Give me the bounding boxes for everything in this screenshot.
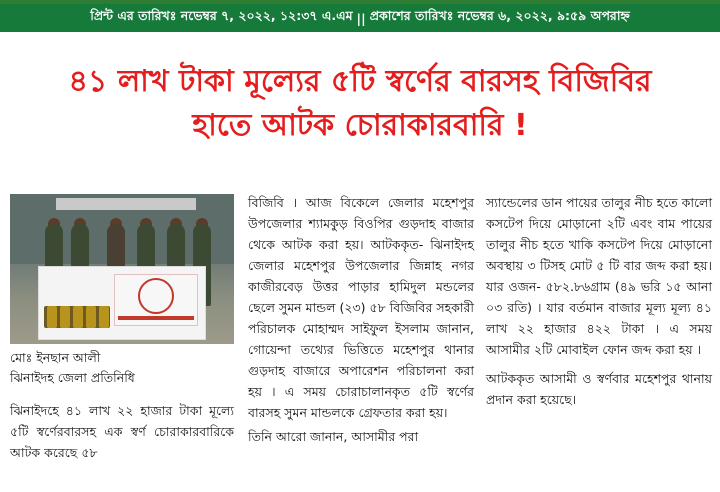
photo-seal-text	[118, 316, 194, 320]
headline-line-2: হাতে আটক চোরাকারবারি !	[192, 108, 528, 143]
article-column-2	[248, 192, 474, 450]
article-photo	[10, 194, 234, 344]
photo-banner	[56, 198, 196, 210]
gold-bar	[86, 306, 96, 328]
reporter-name: মোঃ ইনছান আলী	[10, 350, 101, 365]
date-separator: ||	[356, 10, 366, 26]
publish-date: প্রকাশের তারিখঃ নভেম্বর ৬, ২০২২, ৯:৫৯ অপরাহ্ন	[369, 8, 630, 23]
column-2-paragraph-2: তিনি আরো জানান, আসামীর পরা	[248, 429, 419, 444]
gold-bar	[99, 306, 109, 328]
column-3-paragraph-2: আটককৃত আসামী ও স্বর্ণবার মহেশপুর থানায় প্রদান করা হয়েছে।	[486, 371, 712, 407]
gold-bar	[47, 306, 57, 328]
column-2-paragraph-1: বিজিবি । আজ বিকেলে জেলার মহেশপুর উপজেলার শ্যামকুড় বিওপির গুড়দাহ বাজার থেকে আটক করা হয়। আটককৃত- ঝিনাইদহ জেলার মহেশপুর উপজেলার জিন্নাহ নগর কাজীরবেড় উত্তর পাড়ার হামিদুল মন্ডলের ছেলে সুমন মান্ডল (২৩) ৫৮ বিজিবির সহকারী পরিচালক মোহাম্মদ সাইফুল ইসলাম জানান, গোয়েন্দা তথ্যের ভিত্তিতে মহেশপুর থানার গুড়দাহ বাজারে অপারেশন পরিচালনা করা হয় । এ সময় চোরাচালানকৃত ৫টি স্বর্ণের বারসহ সুমন মান্ডলকে গ্রেফতার করা হয়।	[248, 195, 474, 420]
photo-seal-emblem	[138, 278, 174, 314]
headline-line-1: ৪১ লাখ টাকা মূল্যের ৫টি স্বর্ণের বারসহ বিজিবির	[68, 64, 652, 99]
print-date: প্রিন্ট এর তারিখঃ নভেম্বর ৭, ২০২২, ১২:৩৭ এ.এম	[90, 8, 353, 23]
print-date-bar	[0, 4, 720, 32]
column-3-paragraph-1: স্যান্ডেলের ডান পায়ের তালুর নীচ হতে কালো কসটেপ দিয়ে মোড়ানো ২টি এবং বাম পায়ের তালুর নীচ হতে খাকি কসটেপ দিয়ে মোড়ানো অবস্থায় ৩ টিসহ মোট ৫ টি বার জব্দ করা হয়। যার ওজন- ৫৮২.৮৬গ্রাম (৪৯ ভরি ১৫ আনা ০৩ রতি) । যার বর্তমান বাজার মূল্য মূল্য ৪১ লাখ ২২ হাজার ৪২২ টাকা । এ সময় আসামীর ২টি মোবাইল ফোন জব্দ করা হয় ।	[486, 195, 712, 357]
byline	[10, 348, 234, 388]
gold-bar	[60, 306, 70, 328]
article-column-3	[486, 192, 712, 413]
gold-bar	[73, 306, 83, 328]
reporter-role: ঝিনাইদহ জেলা প্রতিনিধি	[10, 370, 135, 385]
article-headline	[0, 60, 720, 148]
lead-paragraph: ঝিনাইদহে ৪১ লাখ ২২ হাজার টাকা মূল্যে ৫টি স্বর্ণেরবারসহ এক স্বর্ণ চোরাকারবারিকে আটক করেছে ৫৮	[10, 403, 234, 460]
